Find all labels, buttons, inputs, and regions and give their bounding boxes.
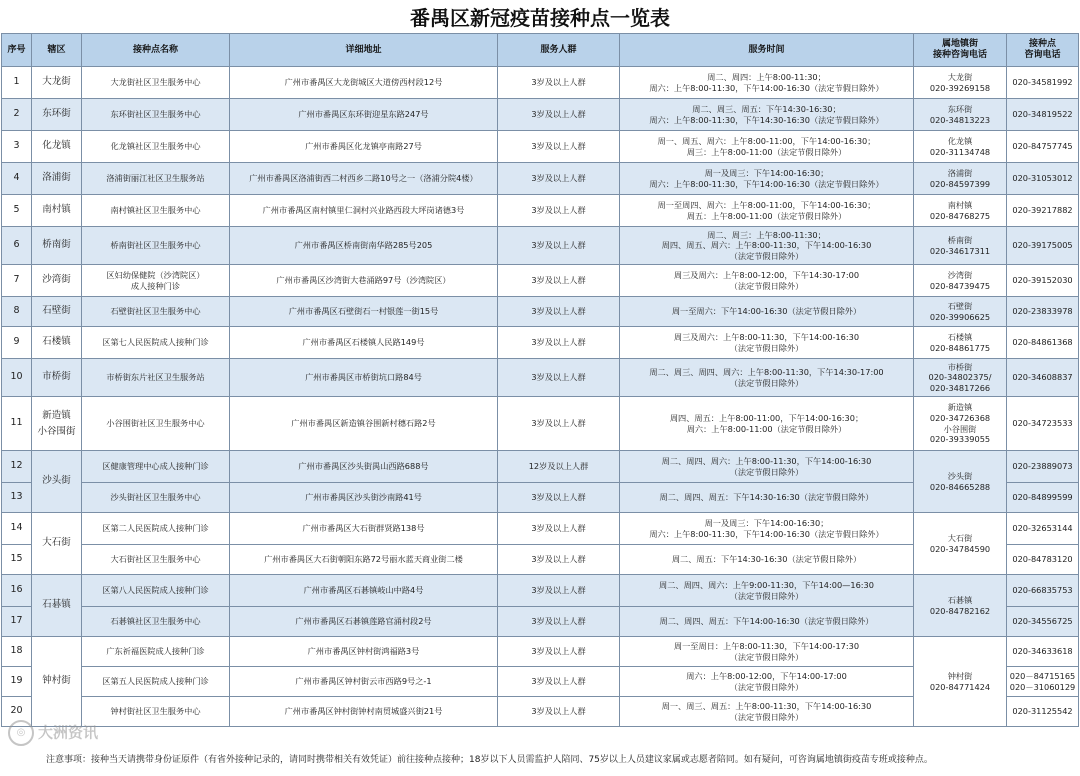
town-phone-cell: 东环街 020-34813223 xyxy=(914,99,1007,131)
service-hours-cell: 周二、周三：上午8:00-11:30； 周四、周五、周六：上午8:00-11:30，下午14:00-16:30 （法定节假日除外） xyxy=(620,227,914,265)
population-cell: 3岁及以上人群 xyxy=(498,327,620,359)
seq-cell: 14 xyxy=(2,513,32,545)
site-phone-cell: 020-34723533 xyxy=(1007,397,1079,451)
address-cell: 广州市番禺区东环街迎星东路247号 xyxy=(230,99,498,131)
district-cell: 桥南街 xyxy=(32,227,82,265)
site-name-cell: 桥南街社区卫生服务中心 xyxy=(82,227,230,265)
seq-cell: 13 xyxy=(2,483,32,513)
address-cell: 广州市番禺区钟村街鸿福路3号 xyxy=(230,637,498,667)
seq-cell: 1 xyxy=(2,67,32,99)
address-cell: 广州市番禺区沙头街禺山西路688号 xyxy=(230,451,498,483)
site-phone-cell: 020-84899599 xyxy=(1007,483,1079,513)
site-name-cell: 区第七人民医院成人接种门诊 xyxy=(82,327,230,359)
table-row xyxy=(2,359,1079,397)
table-row xyxy=(2,637,1079,667)
district-cell: 大龙街 xyxy=(32,67,82,99)
service-hours-cell: 周二、周五：下午14:30-16:30（法定节假日除外） xyxy=(620,545,914,575)
seq-cell: 15 xyxy=(2,545,32,575)
seq-cell: 7 xyxy=(2,265,32,297)
address-cell: 广州市番禺区石碁镇莲路官涌村段2号 xyxy=(230,607,498,637)
site-name-cell: 广东祈福医院成人接种门诊 xyxy=(82,637,230,667)
town-phone-cell: 南村镇 020-84768275 xyxy=(914,195,1007,227)
site-phone-cell: 020-31125542 xyxy=(1007,697,1079,727)
service-hours-cell: 周四、周五：上午8:00-11:00，下午14:00-16:30； 周六：上午8:00-11:00（法定节假日除外） xyxy=(620,397,914,451)
site-name-cell: 小谷围街社区卫生服务中心 xyxy=(82,397,230,451)
site-name-cell: 东环街社区卫生服务中心 xyxy=(82,99,230,131)
site-phone-cell: 020-32653144 xyxy=(1007,513,1079,545)
table-row xyxy=(2,265,1079,297)
seq-cell: 20 xyxy=(2,697,32,727)
header-district: 辖区 xyxy=(32,34,82,67)
seq-cell: 2 xyxy=(2,99,32,131)
population-cell: 3岁及以上人群 xyxy=(498,545,620,575)
site-name-cell: 大龙街社区卫生服务中心 xyxy=(82,67,230,99)
site-name-cell: 钟村街社区卫生服务中心 xyxy=(82,697,230,727)
district-cell: 沙头街 xyxy=(32,451,82,513)
district-cell: 沙湾街 xyxy=(32,265,82,297)
population-cell: 3岁及以上人群 xyxy=(498,575,620,607)
population-cell: 3岁及以上人群 xyxy=(498,637,620,667)
table-row xyxy=(2,297,1079,327)
population-cell: 3岁及以上人群 xyxy=(498,163,620,195)
site-name-cell: 沙头街社区卫生服务中心 xyxy=(82,483,230,513)
service-hours-cell: 周一至周日：上午8:00-11:30，下午14:00-17:30 （法定节假日除外） xyxy=(620,637,914,667)
site-phone-cell: 020-34608837 xyxy=(1007,359,1079,397)
town-phone-cell: 钟村街 020-84771424 xyxy=(914,637,1007,727)
population-cell: 3岁及以上人群 xyxy=(498,667,620,697)
table-row xyxy=(2,163,1079,195)
district-cell: 石碁镇 xyxy=(32,575,82,637)
site-name-cell: 石碁镇社区卫生服务中心 xyxy=(82,607,230,637)
population-cell: 3岁及以上人群 xyxy=(498,697,620,727)
address-cell: 广州市番禺区石碁镇岐山中路4号 xyxy=(230,575,498,607)
site-name-cell: 区第二人民医院成人接种门诊 xyxy=(82,513,230,545)
footer-note: 注意事项：接种当天请携带身份证原件（有省外接种记录的，请同时携带相关有效凭证）前往接种点接种；18岁以下人员需监护人陪同、75岁以上人员建议家属或志愿者陪同。如有疑问，可咨询属地镇街疫苗专班或接种点。 xyxy=(46,755,933,765)
seq-cell: 17 xyxy=(2,607,32,637)
address-cell: 广州市番禺区钟村街云市西路9号之-1 xyxy=(230,667,498,697)
town-phone-cell: 沙头街 020-84665288 xyxy=(914,451,1007,513)
site-phone-cell: 020-39217882 xyxy=(1007,195,1079,227)
population-cell: 3岁及以上人群 xyxy=(498,359,620,397)
address-cell: 广州市番禺区石壁街石一村银莲一街15号 xyxy=(230,297,498,327)
site-name-cell: 区第五人民医院成人接种门诊 xyxy=(82,667,230,697)
service-hours-cell: 周一至周六：下午14:00-16:30（法定节假日除外） xyxy=(620,297,914,327)
service-hours-cell: 周三及周六：上午8:00-12:00，下午14:30-17:00 （法定节假日除外） xyxy=(620,265,914,297)
address-cell: 广州市番禺区南村镇里仁洞村兴业路西段大坪岗诸德3号 xyxy=(230,195,498,227)
district-cell: 石壁街 xyxy=(32,297,82,327)
population-cell: 12岁及以上人群 xyxy=(498,451,620,483)
population-cell: 3岁及以上人群 xyxy=(498,227,620,265)
seq-cell: 12 xyxy=(2,451,32,483)
district-cell: 钟村街 xyxy=(32,637,82,727)
site-name-cell: 区健康管理中心成人接种门诊 xyxy=(82,451,230,483)
service-hours-cell: 周一、周三、周五：上午8:00-11:30，下午14:00-16:30 （法定节假日除外） xyxy=(620,697,914,727)
population-cell: 3岁及以上人群 xyxy=(498,195,620,227)
page-title: 番禺区新冠疫苗接种点一览表 xyxy=(410,6,670,30)
population-cell: 3岁及以上人群 xyxy=(498,513,620,545)
table-row xyxy=(2,227,1079,265)
town-phone-cell: 大龙街 020-39269158 xyxy=(914,67,1007,99)
address-cell: 广州市番禺区大石街群贤路138号 xyxy=(230,513,498,545)
service-hours-cell: 周六：上午8:00-12:00，下午14:00-17:00 （法定节假日除外） xyxy=(620,667,914,697)
service-hours-cell: 周二、周四、周五：下午14:30-16:30（法定节假日除外） xyxy=(620,483,914,513)
site-phone-cell: 020-23889073 xyxy=(1007,451,1079,483)
population-cell: 3岁及以上人群 xyxy=(498,607,620,637)
town-phone-cell: 石碁镇 020-84782162 xyxy=(914,575,1007,637)
service-hours-cell: 周二、周四、周六：上午9:00-11:30，下午14:00—16:30 （法定节假日除外） xyxy=(620,575,914,607)
header-town-phone: 属地镇街 接种咨询电话 xyxy=(914,34,1007,67)
town-phone-cell: 石壁街 020-39906625 xyxy=(914,297,1007,327)
district-cell: 南村镇 xyxy=(32,195,82,227)
seq-cell: 6 xyxy=(2,227,32,265)
district-cell: 新造镇 小谷围街 xyxy=(32,397,82,451)
site-name-cell: 石壁街社区卫生服务中心 xyxy=(82,297,230,327)
address-cell: 广州市番禺区市桥街坑口路84号 xyxy=(230,359,498,397)
district-cell: 大石街 xyxy=(32,513,82,575)
table-row xyxy=(2,67,1079,99)
seq-cell: 3 xyxy=(2,131,32,163)
seq-cell: 9 xyxy=(2,327,32,359)
table-row xyxy=(2,327,1079,359)
site-phone-cell: 020-34581992 xyxy=(1007,67,1079,99)
site-name-cell: 区妇幼保健院（沙湾院区） 成人接种门诊 xyxy=(82,265,230,297)
header-hours: 服务时间 xyxy=(620,34,914,67)
site-phone-cell: 020－84715165 020－31060129 xyxy=(1007,667,1079,697)
table-row xyxy=(2,99,1079,131)
district-cell: 石楼镇 xyxy=(32,327,82,359)
address-cell: 广州市番禺区大石街朝阳东路72号丽水蓝天商业街二楼 xyxy=(230,545,498,575)
service-hours-cell: 周二、周四、周五：下午14:00-16:30（法定节假日除外） xyxy=(620,607,914,637)
district-cell: 市桥街 xyxy=(32,359,82,397)
seq-cell: 19 xyxy=(2,667,32,697)
watermark-logo-icon: ◎ xyxy=(8,720,34,746)
seq-cell: 16 xyxy=(2,575,32,607)
service-hours-cell: 周二、周四、周六：上午8:00-11:30，下午14:00-16:30 （法定节假日除外） xyxy=(620,451,914,483)
address-cell: 广州市番禺区桥南街南华路285号205 xyxy=(230,227,498,265)
site-phone-cell: 020-34819522 xyxy=(1007,99,1079,131)
district-cell: 化龙镇 xyxy=(32,131,82,163)
table-row xyxy=(2,397,1079,451)
seq-cell: 8 xyxy=(2,297,32,327)
population-cell: 3岁及以上人群 xyxy=(498,397,620,451)
town-phone-cell: 化龙镇 020-31134748 xyxy=(914,131,1007,163)
town-phone-cell: 沙湾街 020-84739475 xyxy=(914,265,1007,297)
site-name-cell: 南村镇社区卫生服务中心 xyxy=(82,195,230,227)
site-phone-cell: 020-23833978 xyxy=(1007,297,1079,327)
table-header-row xyxy=(2,34,1079,67)
address-cell: 广州市番禺区沙湾街大巷涌路97号（沙湾院区） xyxy=(230,265,498,297)
town-phone-cell: 洛浦街 020-84597399 xyxy=(914,163,1007,195)
site-phone-cell: 020-34556725 xyxy=(1007,607,1079,637)
address-cell: 广州市番禺区大龙街城区大道傍西村段12号 xyxy=(230,67,498,99)
seq-cell: 18 xyxy=(2,637,32,667)
site-phone-cell: 020-39152030 xyxy=(1007,265,1079,297)
service-hours-cell: 周一及周三：下午14:00-16:30； 周六：上午8:00-11:30，下午14:00-16:30（法定节假日除外） xyxy=(620,163,914,195)
service-hours-cell: 周二、周三、周五：下午14:30-16:30； 周六：上午8:00-11:30，下午14:30-16:30（法定节假日除外） xyxy=(620,99,914,131)
population-cell: 3岁及以上人群 xyxy=(498,67,620,99)
table-row xyxy=(2,451,1079,483)
population-cell: 3岁及以上人群 xyxy=(498,297,620,327)
address-cell: 广州市番禺区钟村街钟村南贸城盛兴街21号 xyxy=(230,697,498,727)
site-phone-cell: 020-34633618 xyxy=(1007,637,1079,667)
service-hours-cell: 周一及周三：下午14:00-16:30； 周六：上午8:00-11:30，下午14:00-16:30（法定节假日除外） xyxy=(620,513,914,545)
header-address: 详细地址 xyxy=(230,34,498,67)
site-phone-cell: 020-84757745 xyxy=(1007,131,1079,163)
district-cell: 洛浦街 xyxy=(32,163,82,195)
service-hours-cell: 周二、周四：上午8:00-11:30； 周六：上午8:00-11:30，下午14:00-16:30（法定节假日除外） xyxy=(620,67,914,99)
address-cell: 广州市番禺区新造镇谷围新村穗石路2号 xyxy=(230,397,498,451)
site-name-cell: 区第八人民医院成人接种门诊 xyxy=(82,575,230,607)
site-name-cell: 市桥街东片社区卫生服务站 xyxy=(82,359,230,397)
service-hours-cell: 周一、周五、周六：上午8:00-11:00，下午14:00-16:30； 周三：上午8:00-11:00（法定节假日除外） xyxy=(620,131,914,163)
town-phone-cell: 市桥街 020-34802375/ 020-34817266 xyxy=(914,359,1007,397)
header-seq: 序号 xyxy=(2,34,32,67)
site-phone-cell: 020-31053012 xyxy=(1007,163,1079,195)
seq-cell: 4 xyxy=(2,163,32,195)
population-cell: 3岁及以上人群 xyxy=(498,483,620,513)
table-row xyxy=(2,131,1079,163)
table-row xyxy=(2,195,1079,227)
town-phone-cell: 新造镇 020-34726368 小谷围街 020-39339055 xyxy=(914,397,1007,451)
address-cell: 广州市番禺区化龙镇亭南路27号 xyxy=(230,131,498,163)
site-name-cell: 大石街社区卫生服务中心 xyxy=(82,545,230,575)
table-row xyxy=(2,513,1079,545)
town-phone-cell: 桥南街 020-34617311 xyxy=(914,227,1007,265)
service-hours-cell: 周一至周四、周六：上午8:00-11:00，下午14:00-16:30； 周五：上午8:00-11:00（法定节假日除外） xyxy=(620,195,914,227)
district-cell: 东环街 xyxy=(32,99,82,131)
site-phone-cell: 020-84861368 xyxy=(1007,327,1079,359)
population-cell: 3岁及以上人群 xyxy=(498,131,620,163)
header-population: 服务人群 xyxy=(498,34,620,67)
seq-cell: 5 xyxy=(2,195,32,227)
service-hours-cell: 周二、周三、周四、周六：上午8:00-11:30，下午14:30-17:00 （法定节假日除外） xyxy=(620,359,914,397)
site-name-cell: 洛浦街丽江社区卫生服务站 xyxy=(82,163,230,195)
watermark xyxy=(8,720,98,746)
population-cell: 3岁及以上人群 xyxy=(498,265,620,297)
site-name-cell: 化龙镇社区卫生服务中心 xyxy=(82,131,230,163)
address-cell: 广州市番禺区沙头街沙南路41号 xyxy=(230,483,498,513)
seq-cell: 11 xyxy=(2,397,32,451)
table-row xyxy=(2,575,1079,607)
watermark-text: 大洲资讯 xyxy=(38,723,99,742)
header-site-phone: 接种点 咨询电话 xyxy=(1007,34,1079,67)
population-cell: 3岁及以上人群 xyxy=(498,99,620,131)
town-phone-cell: 石楼镇 020-84861775 xyxy=(914,327,1007,359)
site-phone-cell: 020-66835753 xyxy=(1007,575,1079,607)
vaccination-sites-table xyxy=(1,33,1079,727)
site-phone-cell: 020-39175005 xyxy=(1007,227,1079,265)
service-hours-cell: 周三及周六：上午8:00-11:30，下午14:00-16:30 （法定节假日除外） xyxy=(620,327,914,359)
site-phone-cell: 020-84783120 xyxy=(1007,545,1079,575)
town-phone-cell: 大石街 020-34784590 xyxy=(914,513,1007,575)
address-cell: 广州市番禺区石楼镇人民路149号 xyxy=(230,327,498,359)
header-site: 接种点名称 xyxy=(82,34,230,67)
address-cell: 广州市番禺区洛浦街西二村西乡二路10号之一（洛浦分院4楼） xyxy=(230,163,498,195)
seq-cell: 10 xyxy=(2,359,32,397)
